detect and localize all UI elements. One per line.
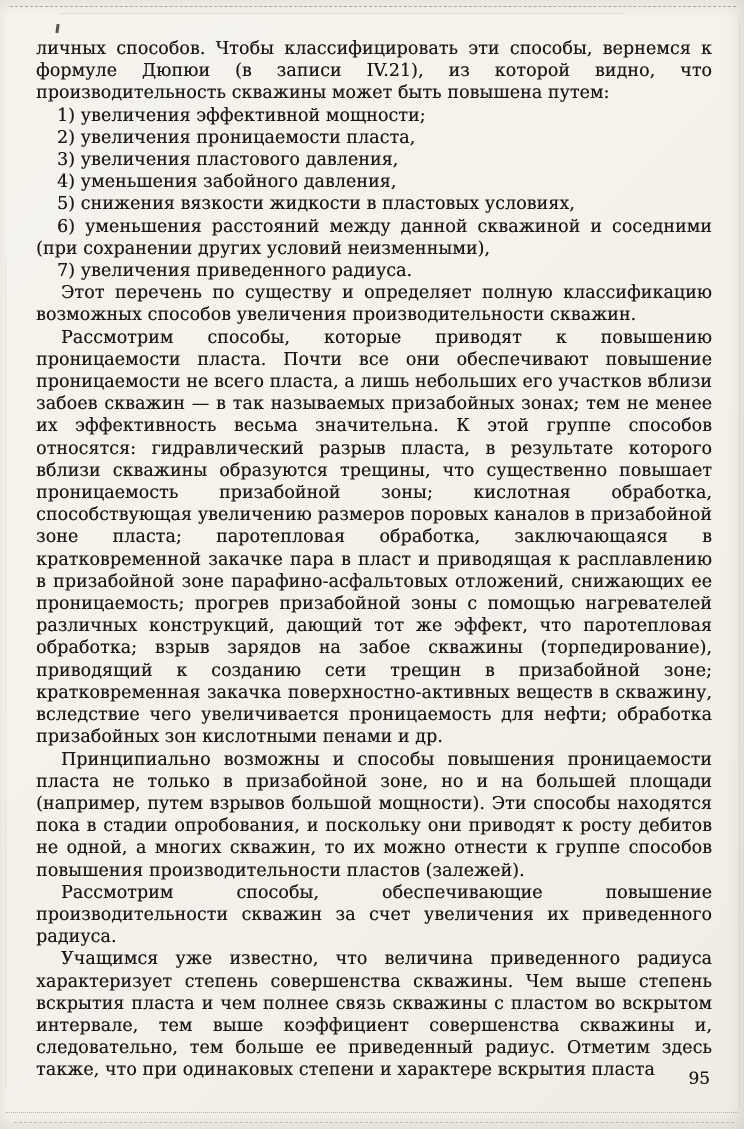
scan-artifact-bottom-edge-2 [14,1122,734,1123]
paragraph-continuation: личных способов. Чтобы классифицировать эти способы, вернемся к формуле Дюпюи (в записи IV.21), из которой видно, что производительность скважины может быть повышена путем: [36,39,712,104]
scan-artifact-corner-mark [55,24,59,33]
scan-artifact-top-edge [10,6,736,7]
scan-artifact-top-edge-2 [60,13,624,14]
list-item-2: 2) увеличения проницаемости пласта, [57,127,416,148]
scan-artifact-right-edge [739,20,740,1109]
paragraph-large-area-methods: Принципиально возможны и способы повышения проницаемости пласта не только в призабойной зоне, но и на большей площади (например, путем взрывов большой мощности). Эти способы находятся пока в стадии опробования, и поскольку они приводят к росту дебитов не одной, а многих скважин, то их можно отнести к группе способов повышения производительности пластов (залежей). [36,749,712,881]
list-item-1: 1) увеличения эффективной мощности; [57,105,426,126]
paragraph-summary: Этот перечень по существу и определяет полную классификацию возможных способов увеличения производительности скважин. [36,283,712,326]
list-item-7: 7) увеличения приведенного радиуса. [57,261,413,282]
list-item-5: 5) снижения вязкости жидкости в пластовых условиях, [57,194,575,215]
paragraph-reduced-radius-detail: Учащимся уже известно, что величина приведенного радиуса характеризует степень совершенства скважины. Чем выше степень вскрытия пласта и чем полнее связь скважины с пластом во вскрытом интервале, тем выше коэффициент совершенства скважины и, следовательно, тем больше ее приведенный радиус. Отметим здесь также, что при одинаковых степени и характере вскрытия пласта [36,949,712,1081]
page-text [36,38,712,1082]
scan-artifact-bottom-edge [6,1112,738,1113]
paragraph-reduced-radius-intro: Рассмотрим способы, обеспечивающие повышение производительности скважин за счет увеличения их приведенного радиуса. [36,882,712,948]
page-number: 95 [688,1069,710,1089]
scan-artifact-left-edge [5,260,6,1089]
paragraph-permeability-methods: Рассмотрим способы, которые приводят к повышению проницаемости пласта. Почти все они обеспечивают повышение проницаемости не всего пласта, а лишь небольших его участков вблизи забоев скважин — в так называемых призабойных зонах; тем не менее их эффективность весьма значительна. К этой группе способов относятся: гидравлический разрыв пласта, в результате которого вблизи скважины образуются трещины, что существенно повышает проницаемость призабойной зоны; кислотная обработка, способствующая увеличению размеров поровых каналов в призабойной зоне пласта; паротепловая обработка, заключающаяся в кратковременной закачке пара в пласт и приводящая к расплавлению в призабойной зоне парафино-асфальтовых отложений, снижающих ее проницаемость; прогрев призабойной зоны с помощью нагревателей различных конструкций, дающий тот же эффект, что паротепловая обработка; взрыв зарядов на забое скважины (торпедирование), приводящий к созданию сети трещин в призабойной зоне; кратковременная закачка поверхностно-активных веществ в скважину, вследствие чего увеличивается проницаемость для нефти; обработка призабойных зон кислотными пенами и др. [36,327,712,748]
list-item-6: 6) уменьшения расстояний между данной скважиной и соседними (при сохранении других условий неизменными), [36,216,712,259]
list-item-4: 4) уменьшения забойного давления, [57,172,397,193]
list-item-3: 3) увеличения пластового давления, [57,150,399,171]
